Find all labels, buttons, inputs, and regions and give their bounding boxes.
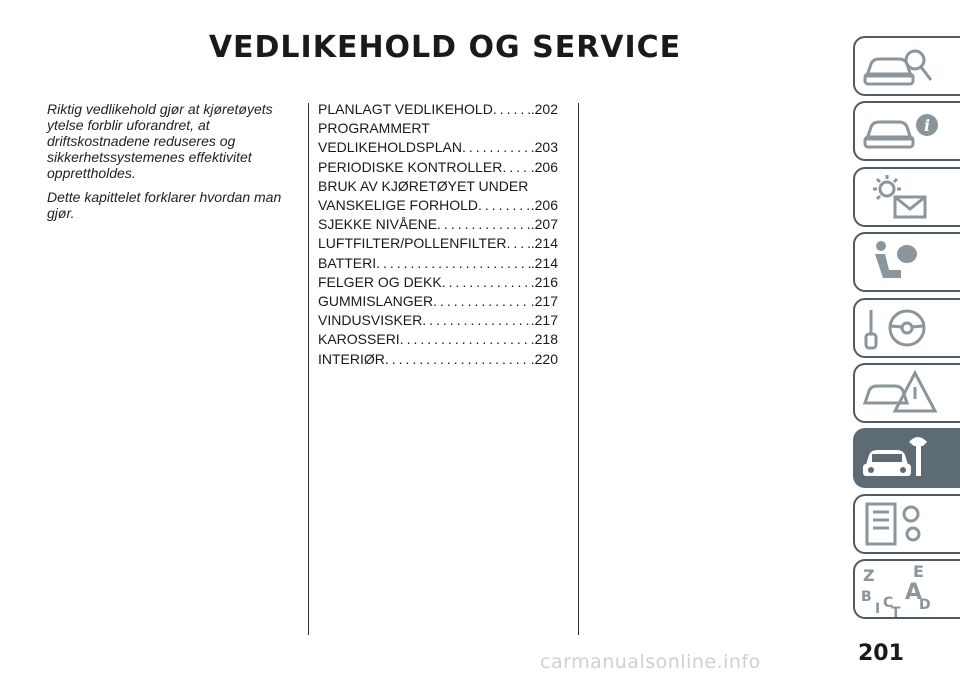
index-letter: Z bbox=[863, 566, 875, 586]
car-wrench-icon bbox=[855, 430, 960, 486]
toc-page: .214 bbox=[530, 235, 558, 252]
watermark: carmanualsonline.info bbox=[540, 651, 761, 673]
toc-leader bbox=[422, 311, 531, 330]
index-letter: C bbox=[883, 595, 894, 612]
index-letter: B bbox=[861, 589, 872, 606]
chapter-intro bbox=[47, 101, 292, 229]
tab-starting-driving[interactable] bbox=[853, 298, 960, 358]
tab-index[interactable] bbox=[853, 559, 960, 619]
toc-label: BRUK AV KJØRETØYET UNDER bbox=[318, 177, 529, 194]
toc-entry-luftfilter[interactable] bbox=[318, 234, 558, 253]
toc-page: .217 bbox=[530, 312, 558, 329]
toc-entry-sjekke-nivaene[interactable] bbox=[318, 215, 558, 234]
toc-entry-batteri[interactable] bbox=[318, 254, 558, 273]
toc-page: .207 bbox=[530, 216, 558, 233]
toc-page: .206 bbox=[530, 197, 558, 214]
toc-label: INTERIØR bbox=[318, 350, 385, 367]
index-letter: A bbox=[905, 580, 923, 606]
toc-page: .214 bbox=[530, 254, 558, 271]
intro-paragraph-2: Dette kapittelet forklarer hvordan man gjør. bbox=[47, 189, 282, 221]
toc-leader bbox=[433, 292, 531, 311]
tab-safety[interactable] bbox=[853, 232, 960, 292]
alphabet-index-icon bbox=[855, 561, 960, 617]
table-of-contents bbox=[318, 100, 558, 369]
tab-technical-data[interactable] bbox=[853, 494, 960, 554]
toc-leader bbox=[478, 196, 531, 215]
page-title: VEDLIKEHOLD OG SERVICE bbox=[208, 30, 682, 65]
toc-label: SJEKKE NIVÅENE bbox=[318, 216, 438, 233]
warning-light-envelope-icon bbox=[855, 169, 960, 225]
toc-leader bbox=[507, 234, 531, 253]
toc-leader bbox=[442, 273, 531, 292]
toc-label: VANSKELIGE FORHOLD bbox=[318, 197, 479, 214]
car-magnifier-icon bbox=[855, 38, 960, 94]
tab-maintenance[interactable] bbox=[853, 428, 960, 488]
toc-label: PERIODISKE KONTROLLER bbox=[318, 158, 503, 175]
toc-entry-planlagt-vedlikehold[interactable] bbox=[318, 100, 558, 119]
key-steering-wheel-icon bbox=[855, 300, 960, 356]
tab-vehicle-overview[interactable] bbox=[853, 36, 960, 96]
chapter-tabs bbox=[853, 36, 960, 625]
toc-page: .216 bbox=[530, 273, 558, 290]
svg-text:i: i bbox=[923, 116, 931, 136]
toc-entry-periodiske-kontroller[interactable] bbox=[318, 158, 558, 177]
toc-label: BATTERI bbox=[318, 254, 377, 271]
index-letter: D bbox=[919, 597, 931, 614]
document-gears-icon bbox=[855, 496, 960, 552]
index-letter: E bbox=[913, 562, 924, 582]
toc-entry-vindusvisker[interactable] bbox=[318, 311, 558, 330]
toc-label: LUFTFILTER/POLLENFILTER bbox=[318, 235, 507, 252]
toc-entry-vedlikeholdsplan[interactable] bbox=[318, 138, 558, 157]
toc-page: .206 bbox=[530, 158, 558, 175]
column-divider-left bbox=[308, 103, 309, 635]
toc-leader bbox=[462, 138, 531, 157]
toc-label: VEDLIKEHOLDSPLAN bbox=[318, 139, 462, 156]
toc-label: KAROSSERI bbox=[318, 331, 400, 348]
toc-entry-interior[interactable] bbox=[318, 350, 558, 369]
toc-label: FELGER OG DEKK bbox=[318, 273, 442, 290]
tab-vehicle-info[interactable] bbox=[853, 101, 960, 161]
toc-label: PLANLAGT VEDLIKEHOLD bbox=[318, 101, 493, 117]
toc-entry-karosseri[interactable] bbox=[318, 330, 558, 349]
toc-page: .218 bbox=[530, 331, 558, 348]
toc-entry-felger-og-dekk[interactable] bbox=[318, 273, 558, 292]
intro-paragraph-1: Riktig vedlikehold gjør at kjøretøyets ytelse forblir uforandret, at driftskostnadene reduseres og sikkerhetssystemenes effektivitet opprettholdes. bbox=[47, 101, 273, 181]
toc-page: .203 bbox=[530, 139, 558, 156]
toc-leader bbox=[376, 254, 531, 273]
toc-leader bbox=[437, 215, 531, 234]
column-divider-right bbox=[578, 103, 579, 635]
toc-leader bbox=[385, 350, 531, 369]
toc-page: .202 bbox=[530, 101, 558, 117]
toc-leader bbox=[502, 158, 530, 177]
tab-emergency[interactable] bbox=[853, 363, 960, 423]
toc-leader bbox=[400, 330, 531, 349]
index-letter: I bbox=[875, 601, 881, 618]
toc-label: GUMMISLANGER bbox=[318, 293, 434, 310]
car-crash-warning-icon bbox=[855, 365, 960, 421]
airbag-passenger-icon bbox=[855, 234, 960, 290]
toc-label: PROGRAMMERT bbox=[318, 120, 430, 137]
toc-page: .217 bbox=[530, 293, 558, 310]
tab-warning-lights[interactable] bbox=[853, 167, 960, 227]
car-info-icon bbox=[855, 103, 960, 159]
toc-entry-gummislanger[interactable] bbox=[318, 292, 558, 311]
toc-page: .220 bbox=[530, 350, 558, 367]
toc-leader bbox=[493, 100, 531, 119]
page-number: 201 bbox=[858, 641, 904, 666]
toc-label: VINDUSVISKER bbox=[318, 312, 423, 329]
toc-entry-vanskelige-forhold[interactable] bbox=[318, 196, 558, 215]
index-letter: T bbox=[891, 605, 901, 618]
